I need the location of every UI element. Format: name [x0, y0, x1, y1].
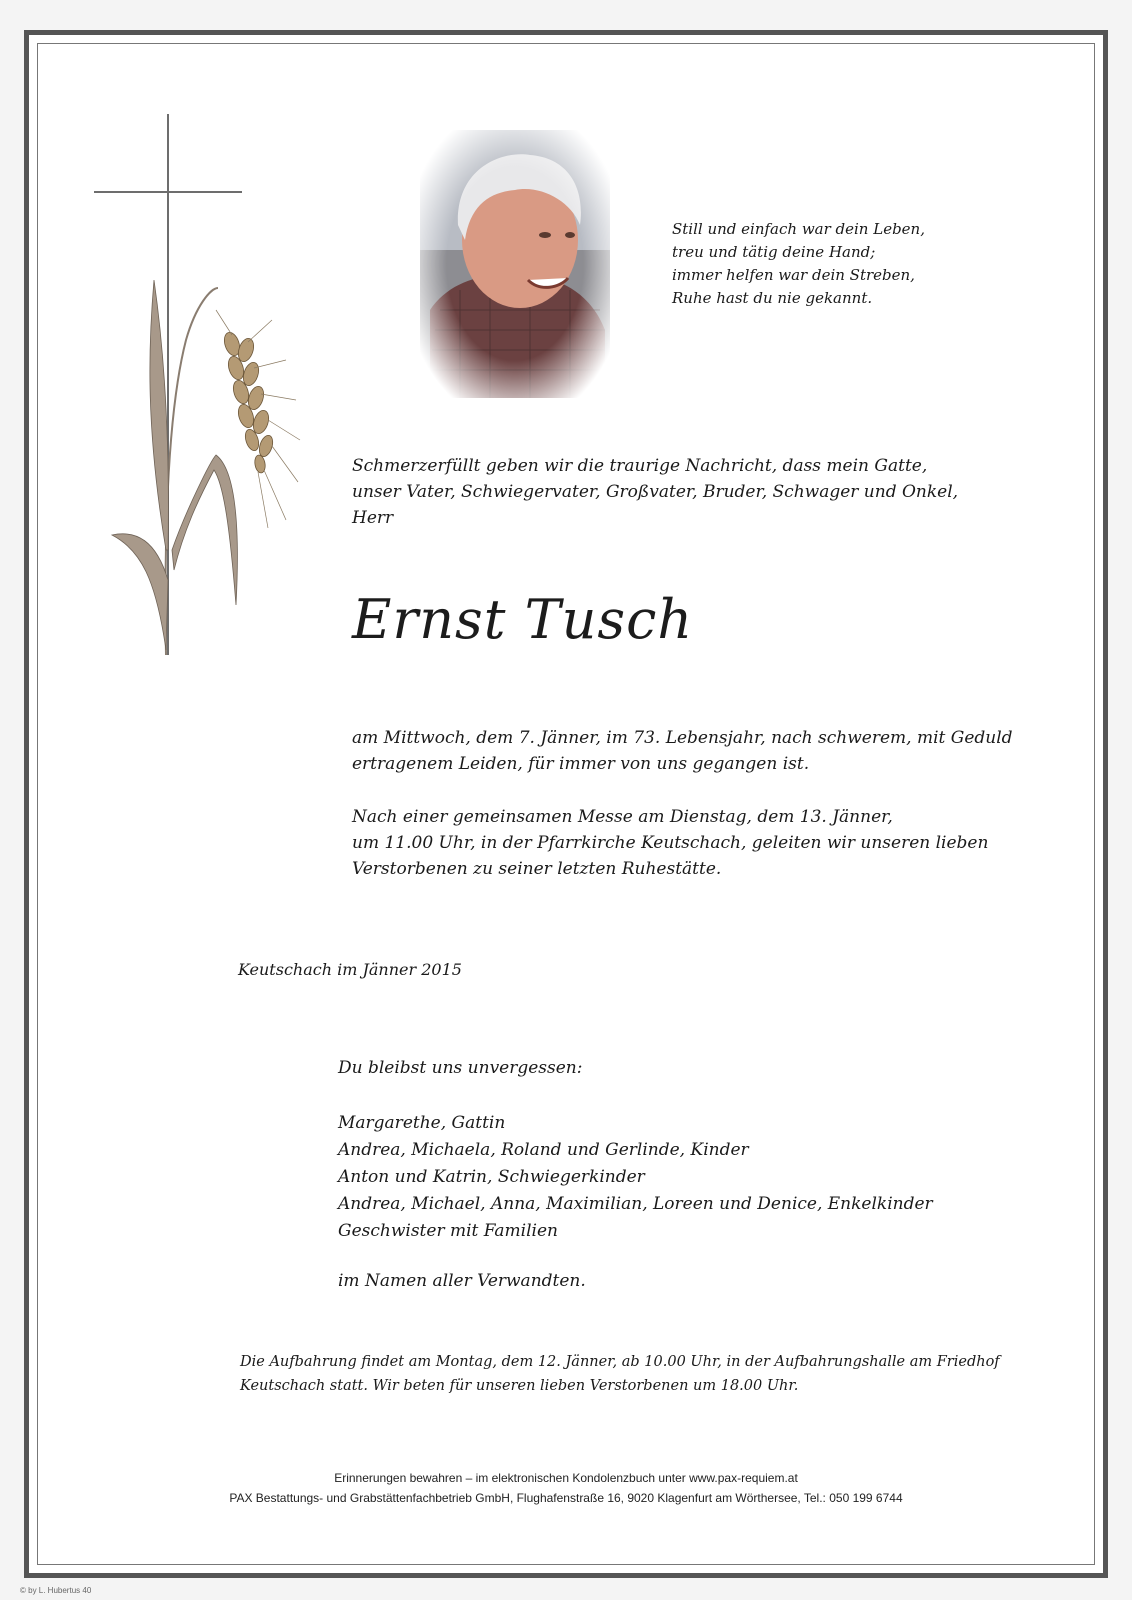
deceased-name: Ernst Tusch	[352, 588, 694, 651]
viewing-line: Die Aufbahrung findet am Montag, dem 12. Jänner, ab 10.00 Uhr, in der Aufbahrungshalle am Friedhof	[240, 1354, 1000, 1370]
funeral-notice-line: Verstorbenen zu seiner letzten Ruhestätte.	[352, 859, 722, 879]
cross-icon	[94, 114, 242, 655]
funeral-notice	[352, 804, 992, 882]
place-date: Keutschach im Jänner 2015	[238, 960, 462, 979]
intro-line: Schmerzerfüllt geben wir die traurige Nachricht, dass mein Gatte,	[352, 456, 928, 476]
portrait-photo	[420, 130, 610, 398]
mourners-heading: Du bleibst uns unvergessen:	[338, 1058, 583, 1078]
funeral-notice-line: um 11.00 Uhr, in der Pfarrkirche Keutschach, geleiten wir unseren lieben	[352, 833, 989, 853]
poem-verse	[672, 218, 972, 310]
verse-line: Still und einfach war dein Leben,	[672, 220, 925, 238]
cross-wheat-illustration	[86, 110, 316, 670]
mourner-line: Andrea, Michaela, Roland und Gerlinde, Kinder	[338, 1140, 749, 1160]
death-notice-line: am Mittwoch, dem 7. Jänner, im 73. Lebensjahr, nach schwerem, mit Geduld	[352, 728, 1013, 748]
verse-line: treu und tätig deine Hand;	[672, 243, 876, 261]
mourner-line: Anton und Katrin, Schwiegerkinder	[338, 1167, 645, 1187]
mourners-list	[338, 1110, 1038, 1245]
footer-company-line: PAX Bestattungs- und Grabstättenfachbetrieb GmbH, Flughafenstraße 16, 9020 Klagenfurt am Wörthersee, Tel.: 050 199 6744	[229, 1491, 903, 1505]
viewing-line: Keutschach statt. Wir beten für unseren lieben Verstorbenen um 18.00 Uhr.	[240, 1378, 799, 1394]
mourner-line: Geschwister mit Familien	[338, 1221, 558, 1241]
death-notice	[352, 725, 1013, 777]
mourners-closing: im Namen aller Verwandten.	[338, 1271, 586, 1291]
verse-line: immer helfen war dein Streben,	[672, 266, 915, 284]
intro-line: unser Vater, Schwiegervater, Großvater, Bruder, Schwager und Onkel,	[352, 482, 959, 502]
verse-line: Ruhe hast du nie gekannt.	[672, 289, 873, 307]
intro-text	[352, 453, 972, 531]
mourner-line: Margarethe, Gattin	[338, 1113, 506, 1133]
wheat-icon	[112, 280, 300, 655]
footer-condolence-line: Erinnerungen bewahren – im elektronischen Kondolenzbuch unter www.pax-requiem.at	[334, 1471, 798, 1485]
death-notice-line: ertragenem Leiden, für immer von uns gegangen ist.	[352, 754, 810, 774]
viewing-notice	[240, 1350, 1000, 1398]
funeral-notice-line: Nach einer gemeinsamen Messe am Dienstag, dem 13. Jänner,	[352, 807, 893, 827]
footer	[60, 1468, 1072, 1508]
intro-line: Herr	[352, 508, 394, 528]
copyright-note: © by L. Hubertus 40	[20, 1586, 92, 1595]
mourner-line: Andrea, Michael, Anna, Maximilian, Loreen und Denice, Enkelkinder	[338, 1194, 933, 1214]
